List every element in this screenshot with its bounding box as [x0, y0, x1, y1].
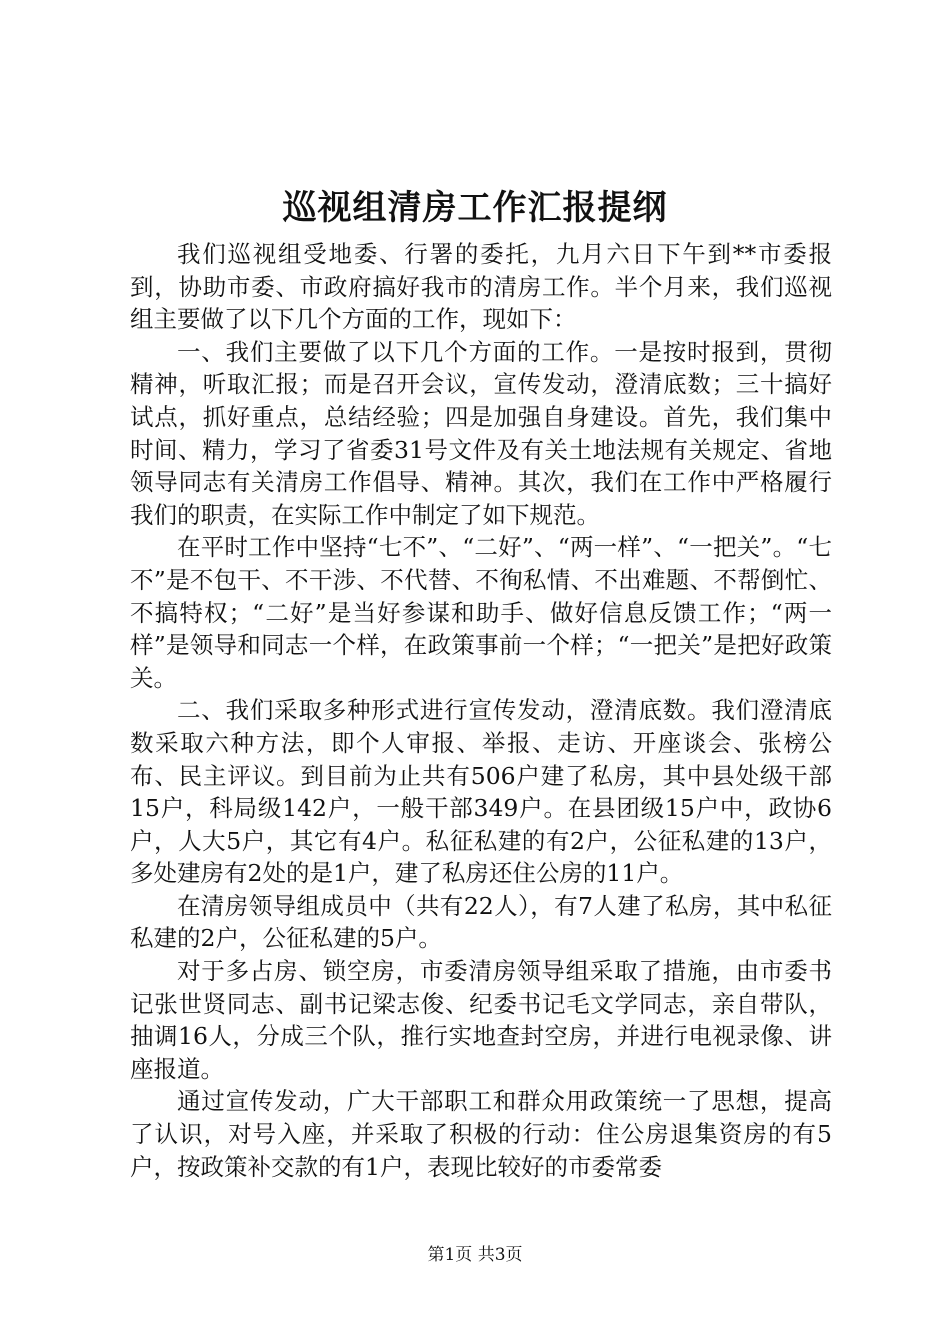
- paragraph-section-two: 二、我们采取多种形式进行宣传发动，澄清底数。我们澄清底数采取六种方法，即个人审报、举报、走访、开座谈会、张榜公布、民主评议。到目前为止共有506户建了私房，其中县处级干部15户，科局级142户，一般干部349户。在县团级15户中，政协6户，人大5户，其它有4户。私征私建的有2户，公征私建的13户，多处建房有2处的是1户，建了私房还住公房的11户。: [130, 696, 832, 888]
- paragraph-section-one: 一、我们主要做了以下几个方面的工作。一是按时报到，贯彻精神，听取汇报；而是召开会议，宣传发动，澄清底数；三十搞好试点，抓好重点，总结经验；四是加强自身建设。首先，我们集中时间、精力，学习了省委31号文件及有关土地法规有关规定、省地领导同志有关清房工作倡导、精神。其次，我们在工作中严格履行我们的职责，在实际工作中制定了如下规范。: [130, 337, 832, 529]
- page-number-footer: 第1页 共3页: [427, 1245, 523, 1265]
- paragraph-intro: 我们巡视组受地委、行署的委托，九月六日下午到**市委报到，协助市委、市政府搞好我市的清房工作。半个月来，我们巡视组主要做了以下几个方面的工作，现如下：: [130, 240, 832, 334]
- paragraph-rules: 在平时工作中坚持“七不”、“二好”、“两一样”、“一把关”。“七不”是不包干、不干涉、不代替、不徇私情、不出难题、不帮倒忙、不搞特权；“二好”是当好参谋和助手、做好信息反馈工作；“两一样”是领导和同志一个样，在政策事前一个样；“一把关”是把好政策关。: [130, 533, 832, 692]
- page-title: 巡视组清房工作汇报提纲: [282, 188, 668, 228]
- document-body: [130, 238, 832, 1183]
- paragraph-leadership-group: 在清房领导组成员中（共有22人），有7人建了私房，其中私征私建的2户，公征私建的5户。: [130, 891, 832, 953]
- paragraph-results: 通过宣传发动，广大干部职工和群众用政策统一了思想，提高了认识，对号入座，并采取了积极的行动：住公房退集资房的有5户，按政策补交款的有1户，表现比较好的市委常委: [130, 1087, 832, 1181]
- paragraph-vacant-housing: 对于多占房、锁空房，市委清房领导组采取了措施，由市委书记张世贤同志、副书记梁志俊、纪委书记毛文学同志，亲自带队，抽调16人，分成三个队，推行实地查封空房，并进行电视录像、讲座报道。: [130, 957, 832, 1083]
